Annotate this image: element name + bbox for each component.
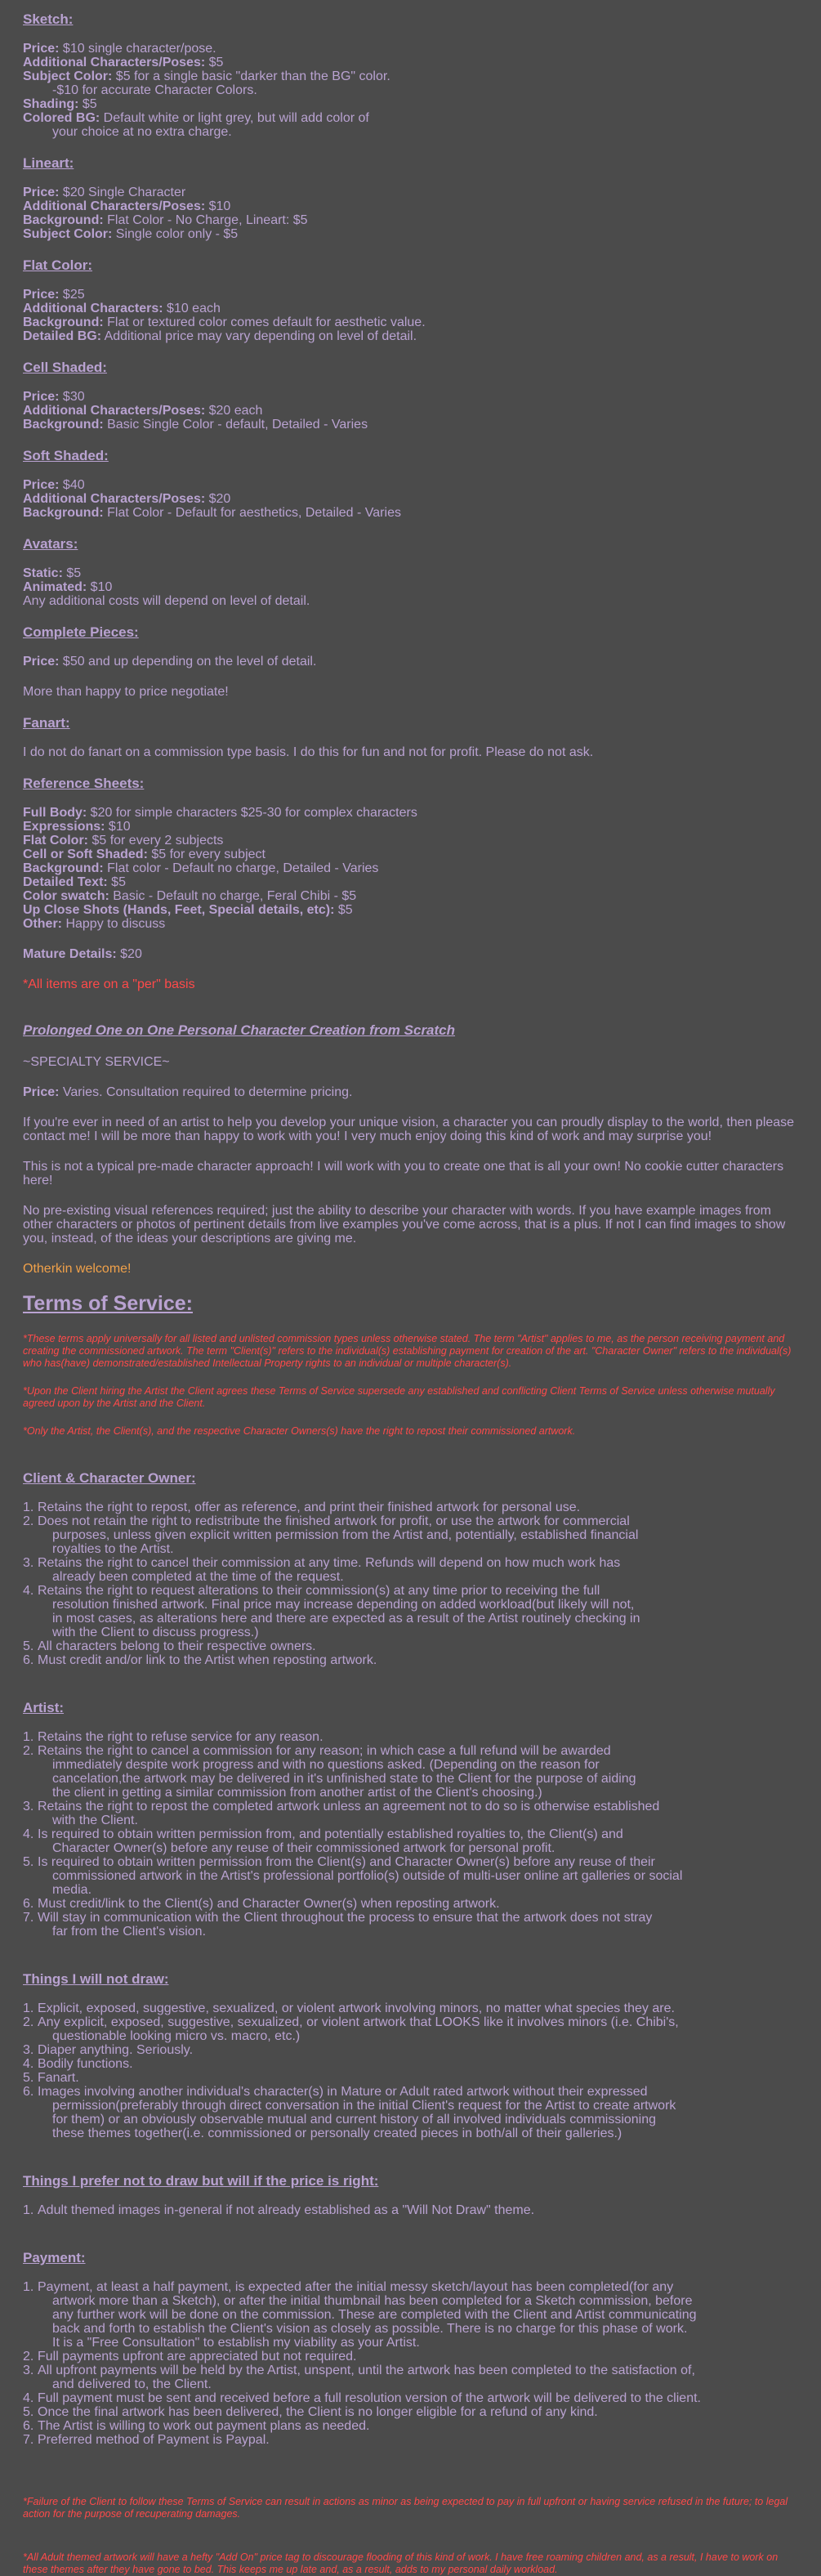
list-text-continuation: royalties to the Artist. <box>52 1542 174 1556</box>
line-label: Background: <box>23 861 104 875</box>
line-label: Background: <box>23 213 104 227</box>
line-text: $10 each <box>163 302 221 315</box>
list-item <box>23 2203 796 2217</box>
list-text-line: Is required to obtain written permission from the Client(s) and Character Owner(s) before any reuse of their <box>38 1855 655 1869</box>
price-line <box>23 329 796 343</box>
line-label: Additional Characters/Poses: <box>23 199 206 213</box>
list-number: 6. <box>23 1653 34 1667</box>
list-number: 2. <box>23 1514 34 1528</box>
line-text: $5 <box>334 903 353 917</box>
list-text-line: Retains the right to refuse service for any reason. <box>38 1730 323 1744</box>
list-item <box>23 1500 796 1514</box>
list-text <box>38 2043 796 2057</box>
negotiate-text: More than happy to price negotiate! <box>23 685 229 699</box>
line-text: $5 <box>78 97 97 111</box>
line-label: Additional Characters: <box>23 302 163 315</box>
list-text-line: Bodily functions. <box>38 2057 133 2071</box>
price-line <box>23 418 796 432</box>
list-text-continuation: questionable looking micro vs. macro, etc.) <box>52 2029 301 2043</box>
list-item <box>23 1514 796 1556</box>
list-item <box>23 1730 796 1744</box>
price-label: Price: <box>23 1085 60 1099</box>
line-label: Detailed BG: <box>23 329 102 343</box>
list-text-continuation: and delivered to, the Client. <box>52 2377 212 2391</box>
artist-heading: Artist: <box>23 1700 65 1715</box>
soft-shaded-heading: Soft Shaded: <box>23 448 109 463</box>
list-text <box>38 2015 796 2043</box>
list-item <box>23 2001 796 2015</box>
sketch-heading: Sketch: <box>23 11 74 27</box>
price-line <box>23 834 796 847</box>
list-item <box>23 1855 796 1897</box>
list-text <box>38 1897 796 1911</box>
price-line <box>23 315 796 329</box>
reference-sheets-heading: Reference Sheets: <box>23 776 145 791</box>
line-label: Subject Color: <box>23 227 113 241</box>
price-line <box>23 889 796 903</box>
list-text-line: Full payment must be sent and received before a full resolution version of the artwork will be delivered to the client. <box>38 2391 701 2405</box>
list-text-continuation: the client in getting a similar commission from another artist of the Client's choosing.) <box>52 1786 542 1800</box>
price-line <box>23 83 796 97</box>
prolonged-paragraph-1: If you're ever in need of an artist to help you develop your unique vision, a character you can proudly display to the world, then please contact me! I will be more than happy to work with you! I very much enjoy doing this kind of work and may surprise you! <box>23 1116 795 1143</box>
reference-sheets-section <box>23 776 796 931</box>
price-line <box>23 42 796 56</box>
list-text-continuation: cancelation,the artwork may be delivered in it's unfinished state to the Client for the purpose of aiding <box>52 1772 636 1786</box>
price-line <box>23 478 796 492</box>
complete-pieces-price <box>23 655 796 669</box>
price-label: Price: <box>23 655 60 669</box>
line-text: $20 for simple characters $25-30 for complex characters <box>87 806 417 820</box>
list-item <box>23 2071 796 2085</box>
list-text-continuation: for them) or an obviously observable mutual and current history of all involved individuals commissioning <box>52 2113 657 2127</box>
footnote-failure: *Failure of the Client to follow these Terms of Service can result in actions as minor as being expected to pay in full upfront or having service refused in the future; to legal action for the purpose of recuperating damages. <box>23 2496 788 2520</box>
list-text-line: Full payments upfront are appreciated but not required. <box>38 2350 357 2364</box>
line-label: Price: <box>23 288 60 302</box>
payment-heading: Payment: <box>23 2250 86 2265</box>
list-item <box>23 2419 796 2433</box>
per-basis-note: *All items are on a "per" basis <box>23 977 195 991</box>
line-text: $10 <box>87 580 113 594</box>
list-item <box>23 2085 796 2140</box>
list-item <box>23 1639 796 1653</box>
list-item <box>23 2043 796 2057</box>
list-item <box>23 2405 796 2419</box>
list-text-continuation: permission(preferably through direct conversation in the initial Client's request for the Artist to create artwork <box>52 2099 676 2113</box>
list-text-line: Retains the right to repost, offer as reference, and print their finished artwork for personal use. <box>38 1500 581 1514</box>
list-text <box>38 1911 796 1939</box>
list-text <box>38 2085 796 2140</box>
line-text: Basic - Default no charge, Feral Chibi - $5 <box>109 889 357 903</box>
price-line <box>23 580 796 594</box>
tos-note-repost: *Only the Artist, the Client(s), and the respective Character Owners(s) have the right to repost their commissioned artwork. <box>23 1425 576 1437</box>
price-line <box>23 492 796 506</box>
price-line <box>23 875 796 889</box>
fanart-text: I do not do fanart on a commission type basis. I do this for fun and not for profit. Please do not ask. <box>23 745 594 759</box>
line-text: $5 for every 2 subjects <box>88 834 224 847</box>
line-text: $5 for a single basic "darker than the BG" color. <box>112 69 390 83</box>
list-number: 6. <box>23 2419 34 2433</box>
list-number: 3. <box>23 2043 34 2057</box>
flat-color-heading: Flat Color: <box>23 257 92 273</box>
list-number: 5. <box>23 2071 34 2085</box>
list-text-continuation: back and forth to establish the Client's vision as closely as possible. There is no charge for this phase of work. <box>52 2322 688 2336</box>
list-number: 4. <box>23 1827 34 1841</box>
prolonged-paragraph-2: This is not a typical pre-made character approach! I will work with you to create one that is all your own! No cookie cutter characters here! <box>23 1160 784 1187</box>
payment-list <box>23 2280 796 2447</box>
list-text <box>38 2364 796 2391</box>
list-text <box>38 2419 796 2433</box>
list-text <box>38 2391 796 2405</box>
list-item <box>23 1556 796 1584</box>
line-text: Flat or textured color comes default for aesthetic value. <box>103 315 426 329</box>
list-number: 3. <box>23 1556 34 1570</box>
list-text <box>38 1855 796 1897</box>
list-text-continuation: already been completed at the time of the request. <box>52 1570 344 1584</box>
list-number: 1. <box>23 2001 34 2015</box>
price-line <box>23 390 796 404</box>
list-number: 3. <box>23 1800 34 1813</box>
list-text-line: Any explicit, exposed, suggestive, sexualized, or violent artwork that LOOKS like it involves minors (i.e. Chibi's, <box>38 2015 679 2029</box>
price-line <box>23 404 796 418</box>
wont-draw-heading: Things I will not draw: <box>23 1971 169 1987</box>
client-heading: Client & Character Owner: <box>23 1470 196 1486</box>
price-line <box>23 820 796 834</box>
specialty-service: ~SPECIALTY SERVICE~ <box>23 1055 170 1069</box>
artist-list <box>23 1730 796 1939</box>
price-line <box>23 847 796 861</box>
line-text: $20 each <box>205 404 263 418</box>
price-line <box>23 213 796 227</box>
list-text-continuation: far from the Client's vision. <box>52 1925 207 1939</box>
list-item <box>23 2364 796 2391</box>
tos-note-supersede: *Upon the Client hiring the Artist the Client agrees these Terms of Service supersede any established and conflicting Client Terms of Service unless otherwise mutually agreed upon by the Artist and the Client. <box>23 1385 775 1409</box>
price-line <box>23 199 796 213</box>
lineart-lines <box>23 186 796 241</box>
list-number: 7. <box>23 1911 34 1925</box>
list-item <box>23 1827 796 1855</box>
list-number: 2. <box>23 1744 34 1758</box>
line-text: your choice at no extra charge. <box>52 125 232 139</box>
list-text-continuation: media. <box>52 1883 92 1897</box>
line-text: Default white or light grey, but will add color of <box>100 111 369 125</box>
list-text-continuation: in most cases, as alterations here and there are expected as a result of the Artist routinely checking in <box>52 1612 640 1626</box>
list-text <box>38 1827 796 1855</box>
line-text: $10 <box>105 820 131 834</box>
price-line <box>23 227 796 241</box>
line-text: $5 <box>62 566 82 580</box>
list-number: 3. <box>23 2364 34 2377</box>
line-text: $5 <box>205 56 224 69</box>
line-text: Any additional costs will depend on level of detail. <box>23 594 310 608</box>
line-label: Other: <box>23 917 62 931</box>
line-text: $25 <box>59 288 85 302</box>
price-line <box>23 302 796 315</box>
list-text <box>38 1556 796 1584</box>
cell-shaded-lines <box>23 390 796 432</box>
list-text-line: Must credit/link to the Client(s) and Character Owner(s) when reposting artwork. <box>38 1897 500 1911</box>
list-text-line: Retains the right to request alterations to their commission(s) at any time prior to receiving the full <box>38 1584 600 1598</box>
line-label: Detailed Text: <box>23 875 108 889</box>
list-number: 1. <box>23 2280 34 2294</box>
list-number: 1. <box>23 1500 34 1514</box>
fanart-section <box>23 715 796 759</box>
flat-color-lines <box>23 288 796 343</box>
list-number: 6. <box>23 2085 34 2099</box>
line-label: Flat Color: <box>23 834 88 847</box>
price-line <box>23 288 796 302</box>
list-text <box>38 2280 796 2350</box>
line-label: Price: <box>23 478 60 492</box>
list-item <box>23 2350 796 2364</box>
list-text-line: Adult themed images in-general if not already established as a "Will Not Draw" theme. <box>38 2203 535 2217</box>
list-text-continuation: any further work will be done on the commission. These are completed with the Client and Artist communicating <box>52 2308 697 2322</box>
line-label: Colored BG: <box>23 111 100 125</box>
list-text-line: Images involving another individual's character(s) in Mature or Adult rated artwork without their expressed <box>38 2085 648 2099</box>
list-item <box>23 1911 796 1939</box>
line-label: Full Body: <box>23 806 87 820</box>
list-item <box>23 2280 796 2350</box>
prolonged-paragraph-3: No pre-existing visual references required; just the ability to describe your character with words. If you have example images from other characters or photos of pertinent details from live examples you've come across, that is a plus. If not I can find images to show you, instead, of the ideas your descriptions are giving me. <box>23 1204 786 1246</box>
line-text: Basic Single Color - default, Detailed - Varies <box>103 418 368 432</box>
list-text-line: All upfront payments will be held by the Artist, unspent, until the artwork has been completed to the satisfaction of, <box>38 2364 695 2377</box>
list-number: 2. <box>23 2350 34 2364</box>
price-line <box>23 69 796 83</box>
price-text: Varies. Consultation required to determine pricing. <box>59 1085 353 1099</box>
lineart-section <box>23 155 796 241</box>
price-line <box>23 125 796 139</box>
list-text-continuation: with the Client. <box>52 1813 138 1827</box>
tos-note-definitions: *These terms apply universally for all listed and unlisted commission types unless otherwise stated. The term "Artist" applies to me, as the person receiving payment and creating the commissioned artwork. The term "Client(s)" refers to the individual(s) establishing payment for creation of the art. "Character Owner" refers to the individual(s) who has(have) demonstrated/established Intellectual Property rights to an individual or multiple character(s). <box>23 1333 792 1369</box>
soft-shaded-lines <box>23 478 796 520</box>
line-text: Flat color - Default no charge, Detailed - Varies <box>103 861 379 875</box>
list-number: 5. <box>23 1639 34 1653</box>
line-text: $30 <box>59 390 85 404</box>
line-label: Subject Color: <box>23 69 113 83</box>
list-number: 4. <box>23 2391 34 2405</box>
fanart-heading: Fanart: <box>23 715 70 731</box>
list-text <box>38 1584 796 1639</box>
mature-text: $20 <box>116 947 142 961</box>
list-text <box>38 2057 796 2071</box>
list-item <box>23 2391 796 2405</box>
price-line <box>23 97 796 111</box>
price-line <box>23 186 796 199</box>
price-line <box>23 56 796 69</box>
list-number: 1. <box>23 2203 34 2217</box>
mature-label: Mature Details: <box>23 947 117 961</box>
complete-pieces-heading: Complete Pieces: <box>23 624 139 640</box>
list-text <box>38 2001 796 2015</box>
list-text <box>38 1730 796 1744</box>
list-text-continuation: these themes together(i.e. commissioned or personally created pieces in both/all of their galleries.) <box>52 2127 622 2140</box>
list-text <box>38 1639 796 1653</box>
client-list <box>23 1500 796 1667</box>
price-line <box>23 806 796 820</box>
prolonged-price <box>23 1085 796 1099</box>
list-text-continuation: with the Client to discuss progress.) <box>52 1626 259 1639</box>
prolonged-heading: Prolonged One on One Personal Character Creation from Scratch <box>23 1022 456 1038</box>
list-text-line: Explicit, exposed, suggestive, sexualized, or violent artwork involving minors, no matter what species they are. <box>38 2001 675 2015</box>
list-item <box>23 1653 796 1667</box>
line-label: Expressions: <box>23 820 105 834</box>
line-label: Shading: <box>23 97 79 111</box>
reference-sheets-lines <box>23 806 796 931</box>
list-text-line: Retains the right to cancel their commission at any time. Refunds will depend on how much work has <box>38 1556 621 1570</box>
line-text: $10 <box>205 199 231 213</box>
line-text: Flat Color - Default for aesthetics, Detailed - Varies <box>103 506 401 520</box>
cell-shaded-heading: Cell Shaded: <box>23 360 107 375</box>
line-label: Background: <box>23 315 104 329</box>
list-text-line: Is required to obtain written permission from, and potentially established royalties to, the Client(s) and <box>38 1827 623 1841</box>
list-text-line: Diaper anything. Seriously. <box>38 2043 194 2057</box>
avatars-heading: Avatars: <box>23 536 78 552</box>
list-number: 1. <box>23 1730 34 1744</box>
list-text <box>38 2350 796 2364</box>
price-text: $50 and up depending on the level of detail. <box>59 655 317 669</box>
price-line <box>23 917 796 931</box>
otherkin-welcome: Otherkin welcome! <box>23 1262 132 1276</box>
price-line <box>23 566 796 580</box>
list-text <box>38 2071 796 2085</box>
list-item <box>23 2433 796 2447</box>
list-text-line: The Artist is willing to work out payment plans as needed. <box>38 2419 370 2433</box>
list-text <box>38 1744 796 1800</box>
line-label: Color swatch: <box>23 889 109 903</box>
list-text <box>38 1800 796 1827</box>
list-text-line: Retains the right to repost the completed artwork unless an agreement not to do so is otherwise established <box>38 1800 660 1813</box>
line-label: Background: <box>23 418 104 432</box>
wont-draw-list <box>23 2001 796 2140</box>
list-text-line: Does not retain the right to redistribute the finished artwork for profit, or use the artwork for commercial <box>38 1514 630 1528</box>
mature-details <box>23 947 796 961</box>
line-text: Flat Color - No Charge, Lineart: $5 <box>103 213 308 227</box>
list-text <box>38 1500 796 1514</box>
list-text-line: Preferred method of Payment is Paypal. <box>38 2433 270 2447</box>
list-number: 4. <box>23 1584 34 1598</box>
list-text <box>38 2433 796 2447</box>
line-label: Up Close Shots (Hands, Feet, Special details, etc): <box>23 903 335 917</box>
price-line <box>23 861 796 875</box>
price-line <box>23 506 796 520</box>
line-label: Cell or Soft Shaded: <box>23 847 148 861</box>
tos-heading: Terms of Service: <box>23 1292 193 1315</box>
complete-pieces-section <box>23 624 796 699</box>
avatars-section <box>23 536 796 608</box>
sketch-section <box>23 11 796 139</box>
list-text-line: Once the final artwork has been delivered, the Client is no longer eligible for a refund of any kind. <box>38 2405 598 2419</box>
footnote-adult: *All Adult themed artwork will have a hefty "Add On" price tag to discourage flooding of this kind of work. I have free roaming children and, as a result, I have to work on these themes after they have gone to bed. This keeps me up late and, as a result, adds to my personal daily workload. <box>23 2551 779 2575</box>
list-text <box>38 2405 796 2419</box>
line-text: $40 <box>59 478 85 492</box>
price-line <box>23 111 796 125</box>
list-item <box>23 1744 796 1800</box>
list-text-continuation: resolution finished artwork. Final price may increase depending on added workload(but likely will not, <box>52 1598 635 1612</box>
list-text-line: All characters belong to their respective owners. <box>38 1639 316 1653</box>
list-text-line: Fanart. <box>38 2071 79 2085</box>
list-text-continuation: immediately despite work progress and with no questions asked. (Depending on the reason for <box>52 1758 600 1772</box>
list-number: 5. <box>23 1855 34 1869</box>
list-text-continuation: It is a "Free Consultation" to establish my viability as your Artist. <box>52 2336 420 2350</box>
line-text: $5 <box>107 875 126 889</box>
line-label: Price: <box>23 390 60 404</box>
line-label: Price: <box>23 186 60 199</box>
list-item <box>23 1584 796 1639</box>
line-label: Background: <box>23 506 104 520</box>
line-label: Price: <box>23 42 60 56</box>
line-label: Static: <box>23 566 63 580</box>
list-text <box>38 2203 796 2217</box>
cell-shaded-section <box>23 360 796 432</box>
line-text: -$10 for accurate Character Colors. <box>52 83 257 97</box>
line-label: Additional Characters/Poses: <box>23 404 206 418</box>
list-item <box>23 2057 796 2071</box>
list-item <box>23 1897 796 1911</box>
line-text: Single color only - $5 <box>112 227 239 241</box>
list-item <box>23 1800 796 1827</box>
list-number: 5. <box>23 2405 34 2419</box>
lineart-heading: Lineart: <box>23 155 74 171</box>
list-number: 6. <box>23 1897 34 1911</box>
sketch-lines <box>23 42 796 139</box>
soft-shaded-section <box>23 448 796 520</box>
list-number: 4. <box>23 2057 34 2071</box>
list-text-continuation: Character Owner(s) before any reuse of their commissioned artwork for personal profit. <box>52 1841 556 1855</box>
line-text: Additional price may vary depending on level of detail. <box>101 329 417 343</box>
line-label: Additional Characters/Poses: <box>23 56 206 69</box>
list-text-continuation: artwork more than a Sketch), or after the initial thumbnail has been completed for a Sketch commission, before <box>52 2294 693 2308</box>
line-text: $20 <box>205 492 231 506</box>
avatars-lines <box>23 566 796 608</box>
prefer-not-list <box>23 2203 796 2217</box>
line-text: $10 single character/pose. <box>59 42 216 56</box>
list-item <box>23 2015 796 2043</box>
line-text: $5 for every subject <box>147 847 265 861</box>
list-number: 2. <box>23 2015 34 2029</box>
list-text-continuation: purposes, unless given explicit written permission from the Artist and, potentially, established financial <box>52 1528 639 1542</box>
list-text <box>38 1653 796 1667</box>
line-text: Happy to discuss <box>62 917 166 931</box>
list-number: 7. <box>23 2433 34 2447</box>
line-label: Animated: <box>23 580 87 594</box>
list-text-continuation: commissioned artwork in the Artist's professional portfolio(s) outside of multi-user online art galleries or social <box>52 1869 683 1883</box>
flat-color-section <box>23 257 796 343</box>
line-text: $20 Single Character <box>59 186 186 199</box>
list-text-line: Payment, at least a half payment, is expected after the initial messy sketch/layout has been completed(for any <box>38 2280 674 2294</box>
line-label: Additional Characters/Poses: <box>23 492 206 506</box>
price-line <box>23 903 796 917</box>
list-text-line: Retains the right to cancel a commission for any reason; in which case a full refund will be awarded <box>38 1744 611 1758</box>
price-line <box>23 594 796 608</box>
list-text <box>38 1514 796 1556</box>
list-text-line: Must credit and/or link to the Artist when reposting artwork. <box>38 1653 377 1667</box>
list-text-line: Will stay in communication with the Client throughout the process to ensure that the artwork does not stray <box>38 1911 653 1925</box>
prefer-not-heading: Things I prefer not to draw but will if the price is right: <box>23 2173 379 2189</box>
